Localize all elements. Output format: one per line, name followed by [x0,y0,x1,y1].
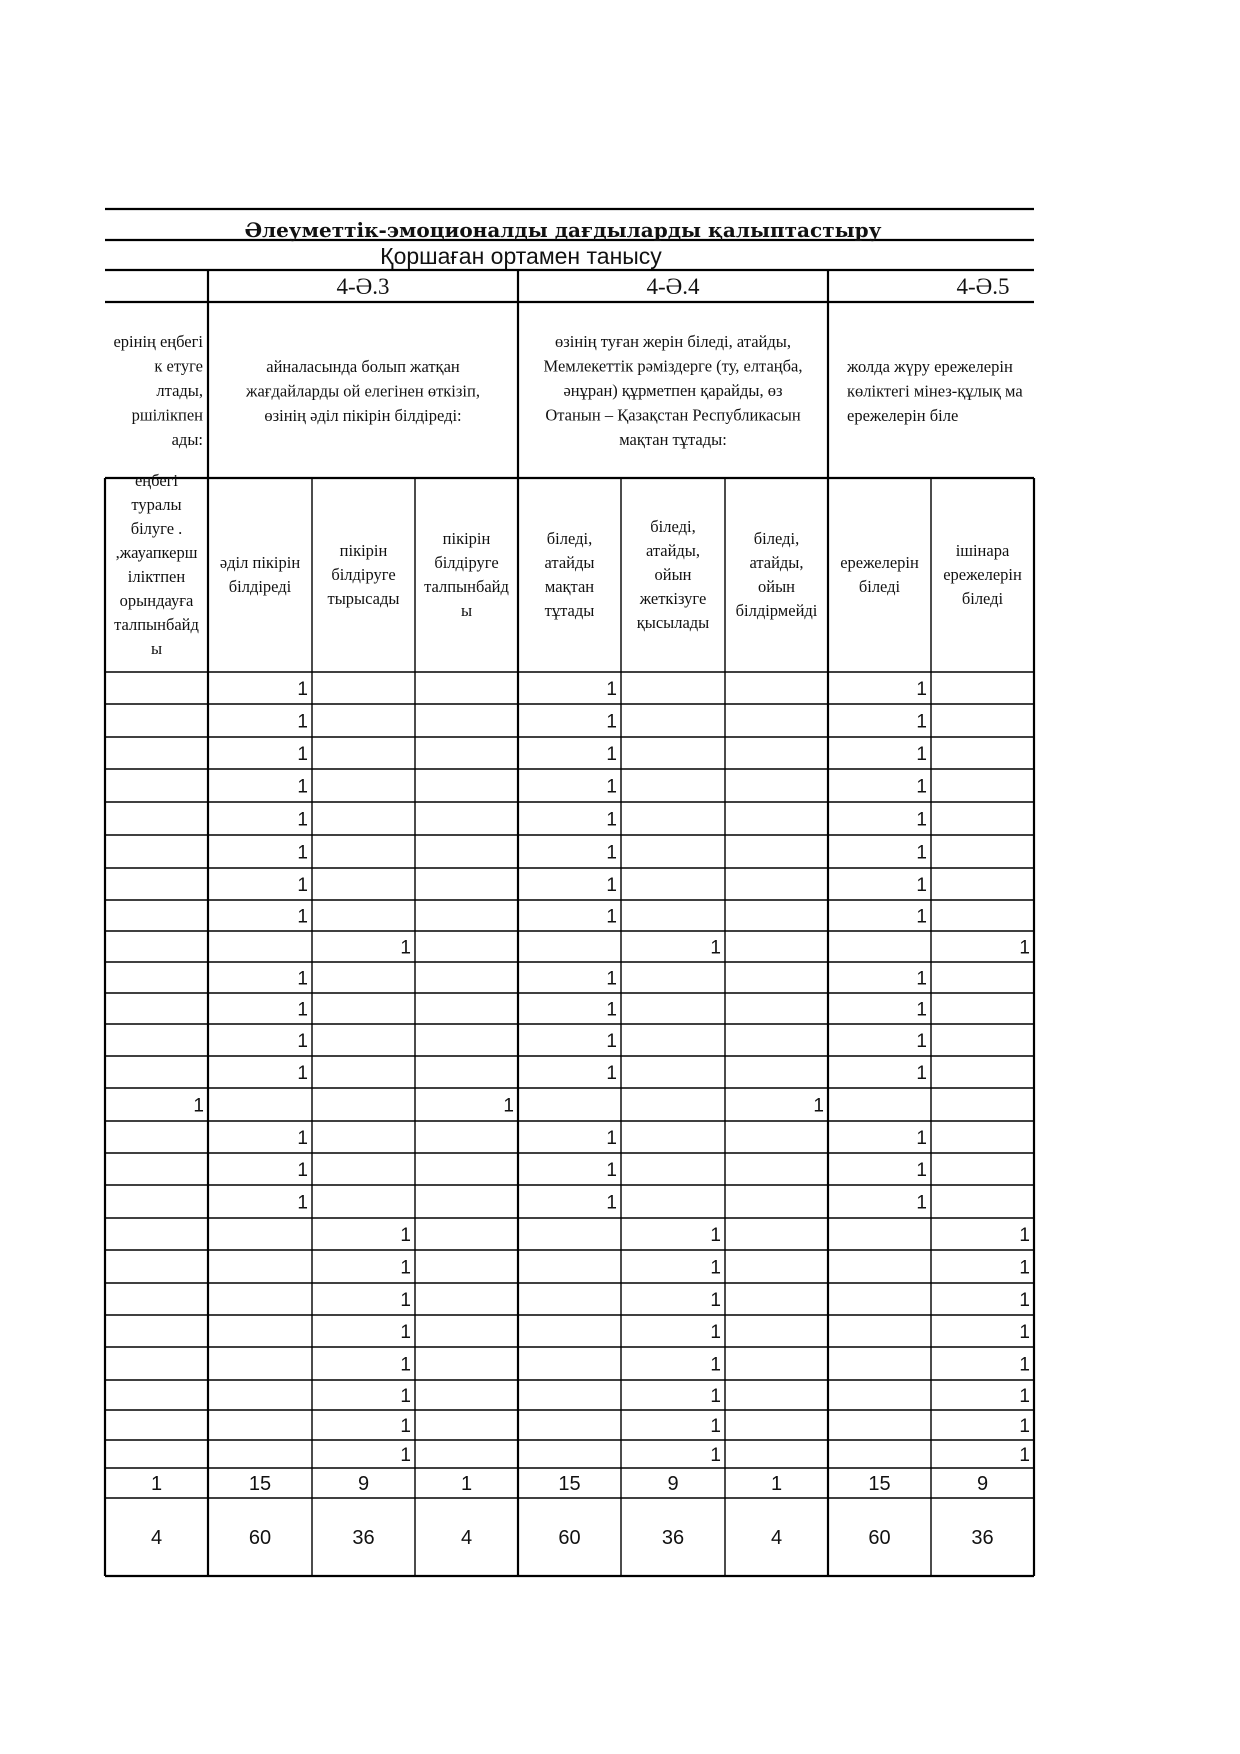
criterion-header-line: біледі, [753,529,800,548]
score-cell: 1 [297,1128,308,1149]
score-cell: 1 [297,1160,308,1181]
score-cell: 1 [297,776,308,798]
criterion-header-line: ішінара [955,541,1010,560]
indicator-description-line: лтады, [156,381,203,400]
score-cell: 1 [1019,1386,1030,1407]
indicator-description-line: көліктегі мінез-құлық ма [847,381,1023,401]
score-cell: 1 [606,1063,617,1084]
criterion-header-line: тұтады [544,601,595,620]
score-cell: 1 [710,1386,721,1407]
score-cell: 1 [916,809,927,831]
score-cell: 1 [710,1445,721,1466]
score-cell: 1 [297,906,308,928]
score-cell: 1 [916,999,927,1021]
score-cell: 1 [297,744,308,765]
indicator-description-line: ерінің еңбегі [113,332,203,351]
score-cell: 1 [1019,1225,1030,1246]
criterion-header-line: талпынбайд [424,577,509,596]
score-cell: 1 [606,1128,617,1149]
score-cell: 1 [297,875,308,896]
criterion-header-line: пікірін [442,529,491,548]
criterion-header-line: мақтан [544,577,595,596]
criterion-header-line: атайды [544,553,595,572]
criterion-header-line: ы [460,601,473,620]
score-cell: 1 [400,937,411,959]
percent-cell: 36 [971,1527,994,1549]
total-cell: 1 [460,1473,473,1495]
score-cell: 1 [916,875,927,896]
criterion-header-line: қысылады [636,613,710,632]
score-cell: 1 [1019,937,1030,959]
indicator-description-line: к етуге [154,356,203,376]
indicator-description-line: жолда жүру ережелерін [847,357,1013,376]
criterion-header-line: ,жауапкерш [115,543,198,562]
percent-cell: 4 [150,1527,163,1549]
indicator-description-line: өзінің туған жерін біледі, атайды, [555,332,791,351]
score-cell: 1 [400,1354,411,1376]
score-cell: 1 [606,999,617,1021]
criterion-header-line: білдіреді [228,577,292,596]
score-cell: 1 [606,842,617,864]
score-cell: 1 [916,1128,927,1149]
score-cell: 1 [400,1225,411,1246]
indicator-code: 4-Ә.3 [336,274,390,299]
indicator-code: 4-Ә.4 [646,274,700,299]
criterion-header-line: пікірін [339,541,388,560]
total-cell: 9 [976,1473,989,1495]
criterion-header-line: туралы [131,495,182,514]
score-cell: 1 [297,968,308,990]
score-cell: 1 [1019,1290,1030,1311]
score-cell: 1 [606,906,617,928]
score-cell: 1 [710,1257,721,1279]
total-cell: 9 [667,1473,679,1495]
score-cell: 1 [1019,1322,1030,1343]
criterion-header-line: ойын [654,565,692,584]
score-cell: 1 [297,999,308,1021]
percent-cell: 4 [770,1527,783,1549]
score-cell: 1 [916,679,927,700]
criterion-header-line: іліктпен [127,567,186,586]
score-cell: 1 [297,809,308,831]
criterion-header-line: талпынбайд [114,615,199,634]
score-cell: 1 [297,1063,308,1084]
indicator-description-line: Мемлекеттік рәміздерге (ту, елтаңба, [543,356,803,376]
score-cell: 1 [606,809,617,831]
score-cell: 1 [710,937,721,959]
percent-cell: 60 [558,1527,581,1549]
indicator-description-line: жағдайларды ой елегінен өткізіп, [246,381,480,401]
score-cell: 1 [916,711,927,733]
criterion-header-line: атайды, [645,541,701,560]
score-cell: 1 [916,968,927,990]
percent-cell: 36 [352,1527,375,1549]
score-cell: 1 [400,1445,411,1466]
score-cell: 1 [1019,1445,1030,1466]
indicator-description-line: өзінің әділ пікірін білдіреді: [264,406,462,425]
score-cell: 1 [916,906,927,928]
score-cell: 1 [1019,1257,1030,1279]
subsection-title: Қоршаған ортамен танысу [380,243,662,269]
criterion-header-line: еңбегі [134,471,179,490]
criterion-header-line: білдіруге [331,565,396,584]
score-cell: 1 [1019,1354,1030,1376]
percent-cell: 4 [460,1527,473,1549]
score-cell: 1 [193,1095,204,1117]
score-cell: 1 [710,1290,721,1311]
score-cell: 1 [297,1192,308,1214]
score-cell: 1 [606,1192,617,1214]
score-cell: 1 [606,968,617,990]
total-cell: 15 [248,1473,272,1495]
table-cells [113,274,1030,1549]
indicator-description-line: ршілікпен [131,405,203,425]
total-cell: 1 [150,1473,163,1495]
criterion-header-line: біледі, [650,517,696,536]
score-cell: 1 [400,1257,411,1279]
score-cell: 1 [1019,1416,1030,1437]
score-cell: 1 [606,1031,617,1052]
score-cell: 1 [400,1290,411,1311]
score-cell: 1 [400,1386,411,1407]
score-cell: 1 [297,679,308,700]
score-cell: 1 [916,842,927,864]
total-cell: 15 [558,1473,581,1495]
score-cell: 1 [400,1416,411,1437]
score-cell: 1 [503,1095,514,1117]
total-cell: 1 [770,1473,783,1495]
criterion-header-line: біледі, [546,529,593,548]
indicator-description-line: ережелерін біле [847,406,959,425]
criterion-header-line: біледі [961,589,1004,608]
criterion-header-line: әділ пікірін [219,553,301,572]
score-cell: 1 [606,711,617,733]
criterion-header-line: біледі [858,577,901,596]
score-cell: 1 [916,1031,927,1052]
score-cell: 1 [606,776,617,798]
section-title: Әлеуметтік-эмоционалды дағдыларды қалыптастыру [244,218,882,242]
score-cell: 1 [916,1063,927,1084]
criterion-header-line: жеткізуге [639,589,707,608]
score-cell: 1 [297,711,308,733]
score-cell: 1 [916,1160,927,1181]
score-cell: 1 [400,1322,411,1343]
score-cell: 1 [710,1322,721,1343]
percent-cell: 60 [868,1527,891,1549]
criterion-header-line: ережелерін [840,553,919,572]
criterion-header-line: атайды, [749,553,804,572]
percent-cell: 36 [661,1527,685,1549]
indicator-code: 4-Ә.5 [956,274,1010,299]
score-cell: 1 [606,875,617,896]
score-cell: 1 [916,1192,927,1214]
score-cell: 1 [710,1225,721,1246]
total-cell: 9 [357,1473,370,1495]
criterion-header-line: білдіруге [434,553,499,572]
criterion-header-line: тырысады [327,589,400,608]
score-cell: 1 [297,1031,308,1052]
indicator-description-line: айналасында болып жатқан [266,357,460,376]
criterion-header-line: білуге . [130,519,183,538]
criterion-header-line: орындауға [119,591,194,610]
indicator-description-line: Отанын – Қазақстан Республикасын [545,405,801,425]
criterion-header-line: ережелерін [943,565,1022,584]
score-cell: 1 [606,1160,617,1181]
criterion-header-line: ы [150,639,163,658]
total-cell: 15 [868,1473,891,1495]
score-cell: 1 [916,776,927,798]
criterion-header-line: білдірмейді [735,601,818,620]
indicator-description-line: мақтан тұтады: [619,430,727,449]
score-cell: 1 [606,679,617,700]
score-cell: 1 [916,744,927,765]
score-cell: 1 [710,1354,721,1376]
score-cell: 1 [297,842,308,864]
score-cell: 1 [813,1095,824,1117]
percent-cell: 60 [248,1527,272,1549]
indicator-description-line: әнұран) құрметпен қарайды, өз [563,381,783,400]
score-cell: 1 [606,744,617,765]
score-cell: 1 [710,1416,721,1437]
indicator-description-line: ады: [171,430,203,449]
criterion-header-line: ойын [758,577,795,596]
